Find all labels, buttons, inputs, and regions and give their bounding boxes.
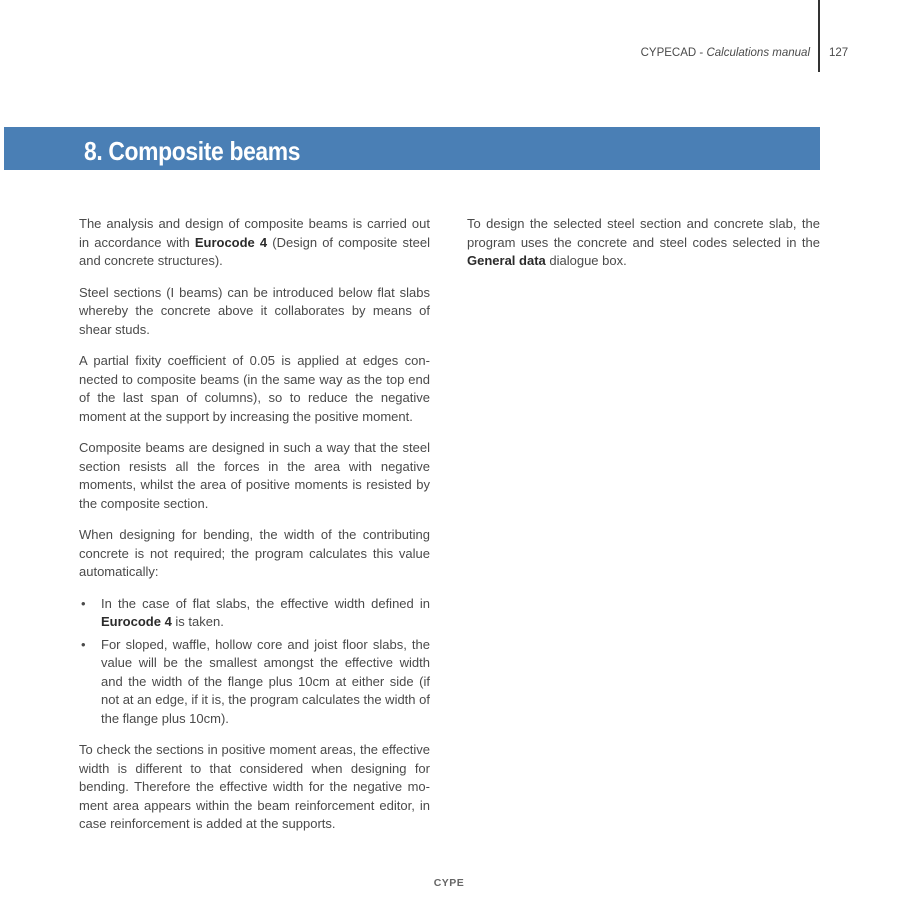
chapter-title: 8. Composite beams (84, 136, 301, 166)
running-header (641, 47, 810, 59)
bullet-list (79, 595, 430, 729)
paragraph-steel-sections: Steel sections (I beams) can be introduced below flat slabs whereby the concrete above it collaborates by means of shear studs. (79, 284, 430, 337)
left-column (79, 215, 430, 847)
general-data-ref: General data (467, 253, 546, 268)
paragraph-intro: The analysis and design of composite beams is carried out in accordance with Eurocode 4 (Design of composite steel and concrete structures). (79, 216, 430, 268)
header-divider (818, 0, 820, 72)
eurocode-4-ref: Eurocode 4 (101, 614, 172, 629)
footer-brand: CYPE (433, 877, 465, 889)
chapter-title-bar (4, 127, 820, 170)
paragraph-fixity: A partial fixity coefficient of 0.05 is applied at edges connected to composite beams (in the same way as the top end of the last span of columns), so to reduce the negative moment at the support by increasing the positive moment. (79, 353, 430, 424)
paragraph-positive-moment: To check the sections in positive moment areas, the effective width is different to that considered when designing for bending. Therefore the effective width for the negative moment area appears within the beam reinforcement editor, in case reinforcement is added at the supports. (79, 742, 430, 831)
list-item: • For sloped, waffle, hollow core and joist floor slabs, the value will be the smallest amongst the effective width and the width of the flange plus 10cm at either side (if not at an edge, if it is, the program calculates the width of the flange plus 10cm). (81, 636, 430, 726)
paragraph-codes: To design the selected steel section and concrete slab, the program uses the concrete and steel codes selected in the General data dialogue box. (467, 216, 820, 268)
list-item: • In the case of flat slabs, the effective width defined in Eurocode 4 is taken. (81, 595, 430, 629)
bullet-icon: • (81, 636, 86, 652)
bullet-icon: • (81, 595, 86, 611)
right-column (467, 215, 820, 284)
header-manual-title: Calculations manual (706, 47, 810, 59)
paragraph-design: Composite beams are designed in such a way that the steel section resists all the forces in the area with negative moments, whilst the area of positive moments is resisted by the composite section. (79, 440, 430, 511)
page-number: 127 (829, 47, 849, 59)
header-product: CYPECAD - (640, 47, 707, 59)
eurocode-4-ref: Eurocode 4 (194, 234, 268, 250)
paragraph-bending: When designing for bending, the width of the contributing concrete is not required; the program calculates this value automatically: (79, 527, 430, 579)
